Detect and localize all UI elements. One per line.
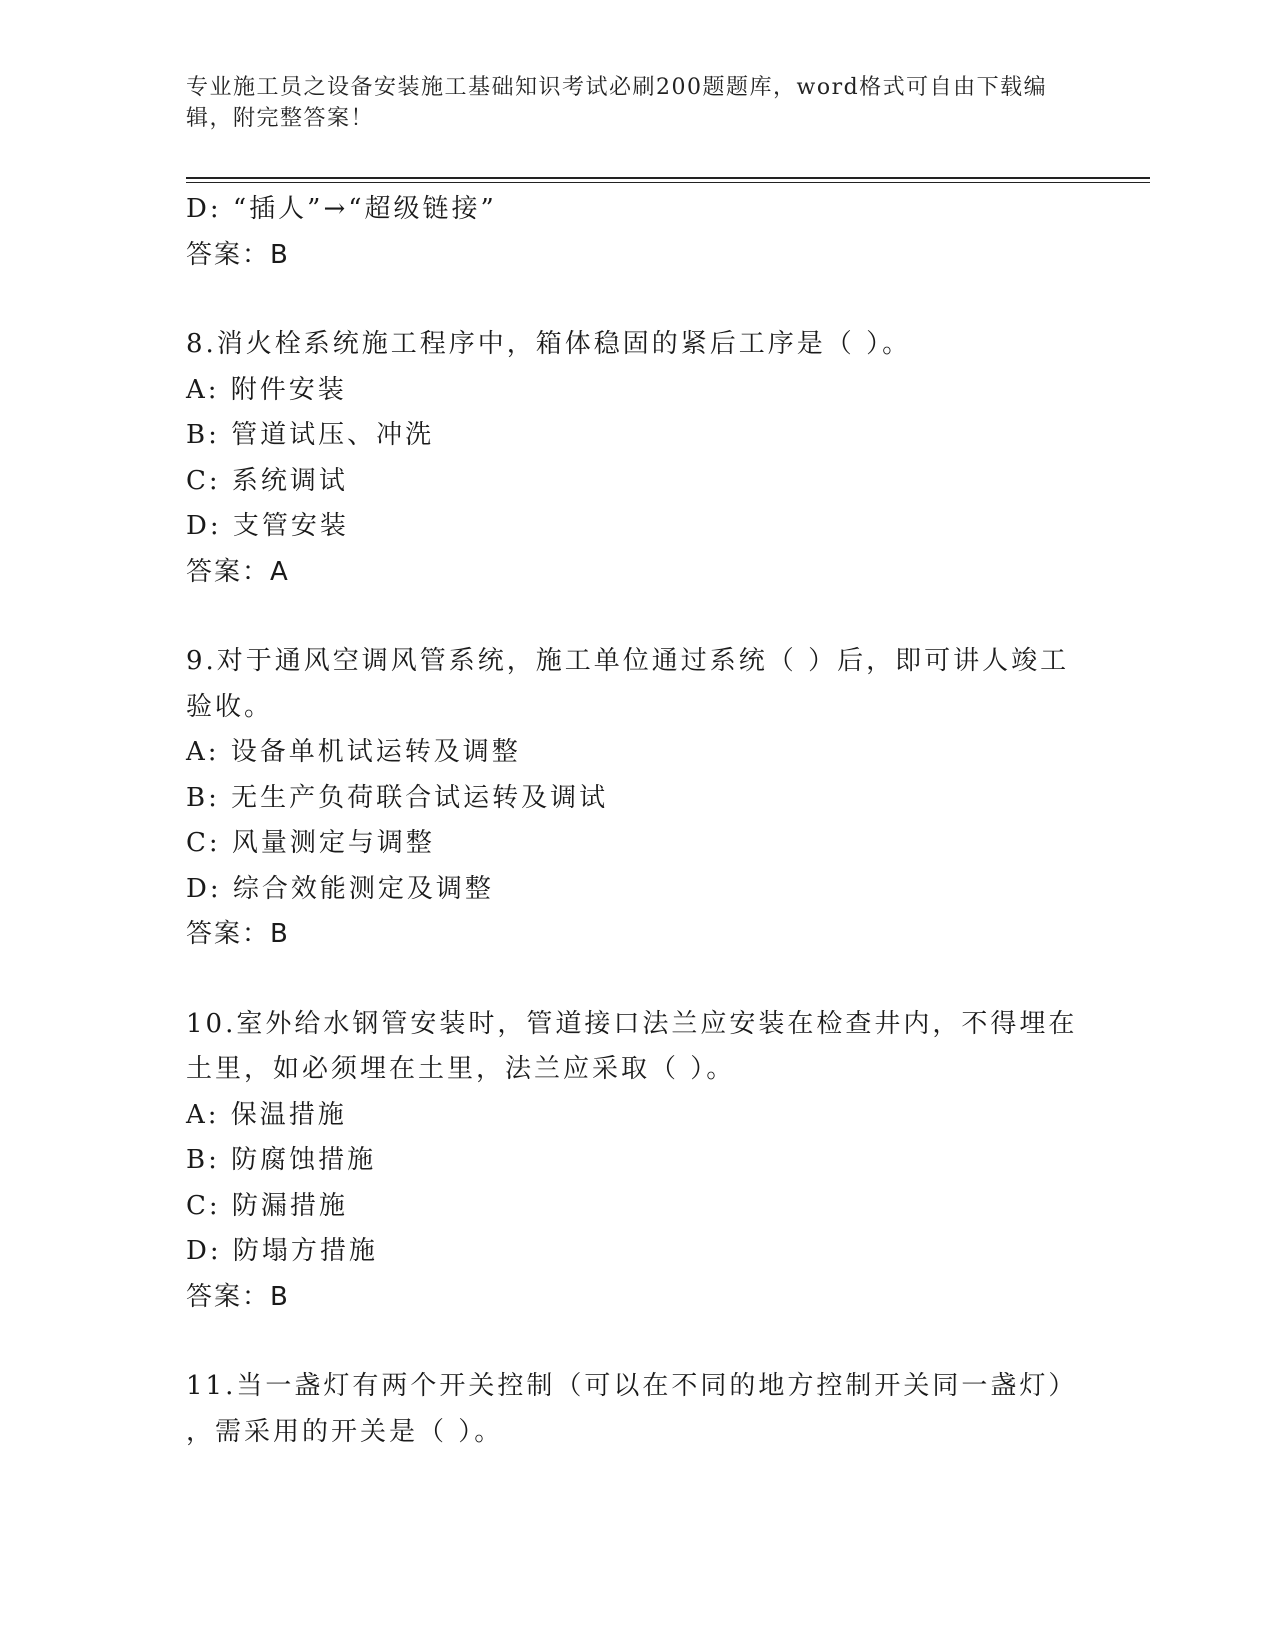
option-d: D: “插人”→“超级链接” [186,194,497,224]
option-b: B: 无生产负荷联合试运转及调试 [186,782,609,813]
option-c: C: 防漏措施 [186,1190,348,1221]
answer: 答案：B [186,1281,290,1312]
option-d: D: 综合效能测定及调整 [186,873,494,904]
answer: 答案：B [186,239,290,270]
header-text: 专业施工员之设备安装施工基础知识考试必刷200题题库，word格式可自由下载编辑，附完整答案！ [186,75,1048,131]
question-stem-line-1: 9.对于通风空调风管系统，施工单位通过系统（ ）后，即可讲人竣工 [186,646,1070,676]
question-10 [186,1002,1086,1321]
question-fragment-7 [186,187,1086,278]
option-a: A: 附件安装 [186,374,347,405]
document-header [186,72,1086,134]
question-11 [186,1364,1086,1455]
question-stem-line-2: ，需采用的开关是（ ）。 [186,1416,504,1447]
option-c: C: 系统调试 [186,465,348,496]
option-d: D: 防塌方措施 [186,1236,378,1266]
question-stem-line-1: 11.当一盏灯有两个开关控制（可以在不同的地方控制开关同一盏灯） [186,1371,1078,1401]
header-divider-thin [186,182,1150,183]
option-d: D: 支管安装 [186,511,349,541]
option-b: B: 防腐蚀措施 [186,1145,377,1175]
question-9 [186,639,1086,958]
question-stem-line-1: 10.室外给水钢管安装时，管道接口法兰应安装在检查井内，不得埋在 [186,1008,1078,1039]
question-stem: 8.消火栓系统施工程序中，箱体稳固的紧后工序是（ ）。 [186,329,912,359]
answer: 答案：A [186,556,290,587]
option-c: C: 风量测定与调整 [186,828,435,858]
header-divider-thick [186,177,1150,179]
option-a: A: 保温措施 [186,1099,347,1130]
question-stem-line-2: 土里，如必须埋在土里，法兰应采取（ ）。 [186,1054,736,1084]
option-b: B: 管道试压、冲洗 [186,420,435,450]
option-a: A: 设备单机试运转及调整 [186,737,521,767]
question-8 [186,322,1086,595]
answer: 答案：B [186,919,290,949]
question-stem-line-2: 验收。 [186,691,274,722]
document-body [186,187,1086,1455]
